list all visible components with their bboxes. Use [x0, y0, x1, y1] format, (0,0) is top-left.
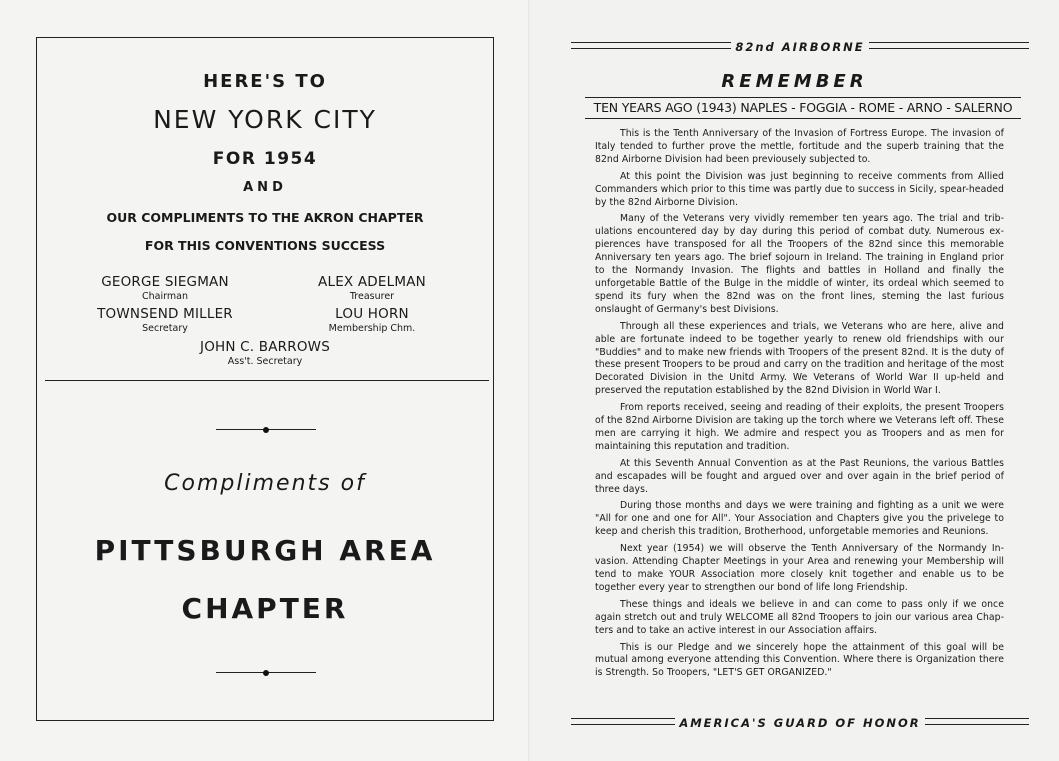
paragraph: Through all these experiences and trials, we Veterans who are here, alive and able are fortunate indeed to be together yearly to renew old friendships with our "Buddies" and to make new friends with Troopers of the present 82nd. It is the duty of these present Troopers to be proud and carry on the tradition and heritage of the most Decorated Division in the Unitd Army. We Veterans of World War II up-held and preserved the reputation established by the 82nd Division in World War I. [595, 320, 1004, 397]
officer-role: Chairman [142, 291, 188, 302]
year-heading: FOR 1954 [212, 149, 318, 169]
bottom-banner-text: AMERICA'S GUARD OF HONOR [675, 716, 924, 730]
chapter-name-line-1: PITTSBURGH AREA [94, 534, 436, 567]
paragraph: At this point the Division was just beginning to receive comments from Allied Commanders which prior to this time was partly due to success in Sicily, spear-headed by the 82nd Airborne Division. [595, 170, 1004, 208]
heres-to-heading: HERE'S TO [203, 71, 327, 92]
dot-icon [263, 427, 269, 433]
officer-assistant-secretary [175, 339, 355, 367]
compliments-of-heading: Compliments of [164, 471, 366, 496]
officer-membership-chairman [282, 306, 462, 334]
paragraph: These things and ideals we believe in and can come to pass only if we once again stretch out and truly WELCOME all 82nd Troopers to join our various area Chap-ters and to take an active interest in our Association affairs. [595, 598, 1004, 636]
officer-name: LOU HORN [335, 306, 409, 322]
article-title: REMEMBER [721, 71, 868, 92]
officer-chairman [75, 274, 255, 302]
ad-border-box [36, 37, 494, 721]
chapter-name-line-2: CHAPTER [181, 592, 349, 625]
paragraph: This is the Tenth Anniversary of the Invasion of Fortress Europe. The invasion of Italy tended to further prove the mettle, fortitude and the superb training that the 82nd Airborne Division had been previousely subjected to. [595, 128, 1004, 165]
officer-role: Treasurer [349, 291, 395, 302]
right-page [530, 0, 1059, 761]
officer-treasurer [282, 274, 462, 302]
ornament-divider-top [216, 427, 316, 433]
officer-name: TOWNSEND MILLER [97, 306, 233, 322]
officer-role: Secretary [142, 323, 188, 334]
and-text: AND [243, 180, 287, 195]
section-divider [45, 380, 489, 381]
compliments-line-1: OUR COMPLIMENTS TO THE AKRON CHAPTER [106, 210, 424, 225]
article-body [595, 128, 1004, 684]
dot-icon [263, 670, 269, 676]
paragraph: At this Seventh Annual Convention as at the Past Reunions, the various Battles and escapades will be fought and argued over and over again in the brief period of three days. [595, 457, 1004, 495]
paragraph: From reports received, seeing and reading of their exploits, the present Troopers of the 82nd Airborne Division are taking up the torch where we Veterans left off. These men are carrying it high. We admire and respect you as Troopers and as men for maintaining this reputation and tradition. [595, 402, 1004, 452]
article-subtitle: TEN YEARS AGO (1943) NAPLES - FOGGIA - ROME - ARNO - SALERNO [585, 97, 1021, 119]
paragraph: During those months and days we were training and fighting as a unit we were "All for one and one for All". Your Association and Chapters give you the privelege to keep and cherish this tradition, Brotherhood, unforgetable memories and Reunions. [595, 500, 1004, 538]
paragraph: Many of the Veterans very vividly remember ten years ago. The trial and trib-ulations encountered day by day during this period of combat duty. Numerous ex-pierences have transposed for all the Troopers of the 82nd since this memorable Anniversary ten years ago. The brief sojourn in Ireland. The training in England prior to the Normandy Invasion. The flights and battles in Holland and finally the unforgetable Battle of the Bulge in the middle of winter, its ordeal which seemed to spend its fury when the 82nd was on the front lines, steming the last furious onslaught of Germany's best Divisions. [595, 213, 1004, 315]
officer-role: Ass't. Secretary [227, 356, 303, 367]
bottom-banner [571, 715, 1029, 729]
city-heading: NEW YORK CITY [153, 105, 377, 134]
officer-role: Membership Chm. [328, 323, 416, 334]
ornament-divider-bottom [216, 670, 316, 676]
officer-name: GEORGE SIEGMAN [101, 274, 229, 290]
paragraph: This is our Pledge and we sincerely hope the attainment of this goal will be mutual among everyone attending this Convention. Where there is Organization there is Strength. So Troopers, "LET'S GET ORGANIZED." [595, 641, 1004, 679]
officer-name: ALEX ADELMAN [318, 274, 426, 290]
compliments-line-2: FOR THIS CONVENTIONS SUCCESS [144, 238, 386, 253]
top-banner [571, 39, 1029, 53]
officer-name: JOHN C. BARROWS [200, 339, 330, 355]
top-banner-text: 82nd AIRBORNE [731, 40, 868, 54]
officer-secretary [75, 306, 255, 334]
paragraph: Next year (1954) we will observe the Tenth Anniversary of the Normandy In-vasion. Attending Chapter Meetings in your Area and renewing your Membership will tend to make YOUR Association more closely knit together and enable us to be together every year to strengthen our bond of life long Friendship. [595, 543, 1004, 593]
